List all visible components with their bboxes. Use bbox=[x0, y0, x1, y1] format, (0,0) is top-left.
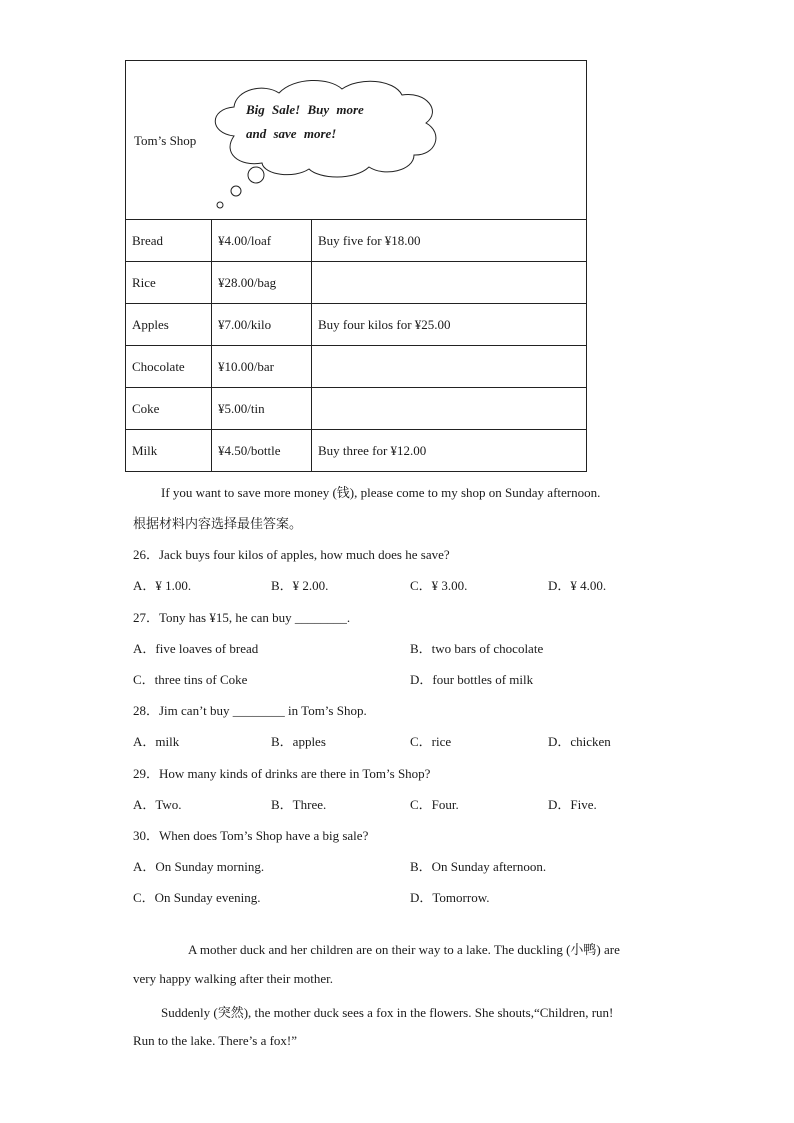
table-row bbox=[126, 220, 587, 262]
passage-line: Run to the lake. There’s a fox!” bbox=[133, 1033, 298, 1048]
passage-line: A mother duck and her children are on their way to a lake. The duckling (小鸭) are bbox=[188, 942, 620, 957]
cloud-line-1: Big Sale! Buy more bbox=[246, 102, 364, 117]
item-price: ¥10.00/bar bbox=[212, 346, 312, 388]
passage-line: Suddenly (突然), the mother duck sees a fox in the flowers. She shouts,“Children, run! bbox=[161, 1005, 614, 1020]
item-name: Bread bbox=[126, 220, 212, 262]
shop-name: Tom’s Shop bbox=[134, 133, 197, 148]
item-price: ¥5.00/tin bbox=[212, 388, 312, 430]
option-d[interactable]: D．Tomorrow. bbox=[410, 890, 490, 905]
option-a[interactable]: A．five loaves of bread bbox=[133, 641, 259, 656]
item-offer bbox=[312, 388, 587, 430]
item-name: Chocolate bbox=[126, 346, 212, 388]
item-offer: Buy five for ¥18.00 bbox=[312, 220, 587, 262]
option-c[interactable]: C．On Sunday evening. bbox=[133, 890, 261, 905]
item-name: Apples bbox=[126, 304, 212, 346]
item-price: ¥7.00/kilo bbox=[212, 304, 312, 346]
option-c[interactable]: C．Four. bbox=[410, 797, 459, 812]
item-price: ¥4.00/loaf bbox=[212, 220, 312, 262]
option-a[interactable]: A．¥ 1.00. bbox=[133, 578, 192, 593]
option-a[interactable]: A．Two. bbox=[133, 797, 182, 812]
question-29: 29．How many kinds of drinks are there in Tom’s Shop? bbox=[133, 766, 431, 781]
shop-note: If you want to save more money (钱), please come to my shop on Sunday afternoon. bbox=[161, 485, 601, 500]
option-d[interactable]: D．four bottles of milk bbox=[410, 672, 534, 687]
item-name: Milk bbox=[126, 430, 212, 472]
shop-header-row bbox=[126, 61, 587, 220]
option-a[interactable]: A．milk bbox=[133, 734, 180, 749]
table-row bbox=[126, 430, 587, 472]
option-b[interactable]: B．¥ 2.00. bbox=[271, 578, 329, 593]
table-row bbox=[126, 262, 587, 304]
table-row bbox=[126, 388, 587, 430]
item-price: ¥28.00/bag bbox=[212, 262, 312, 304]
cloud-text bbox=[246, 98, 396, 146]
question-28: 28．Jim can’t buy ________ in Tom’s Shop. bbox=[133, 703, 367, 718]
option-d[interactable]: D．¥ 4.00. bbox=[548, 578, 607, 593]
option-d[interactable]: D．Five. bbox=[548, 797, 597, 812]
option-c[interactable]: C．rice bbox=[410, 734, 452, 749]
option-b[interactable]: B．apples bbox=[271, 734, 326, 749]
option-b[interactable]: B．two bars of chocolate bbox=[410, 641, 544, 656]
passage-line: very happy walking after their mother. bbox=[133, 971, 333, 986]
item-offer: Buy four kilos for ¥25.00 bbox=[312, 304, 587, 346]
table-row bbox=[126, 304, 587, 346]
option-c[interactable]: C．three tins of Coke bbox=[133, 672, 248, 687]
item-name: Coke bbox=[126, 388, 212, 430]
item-offer bbox=[312, 262, 587, 304]
question-26: 26．Jack buys four kilos of apples, how much does he save? bbox=[133, 547, 450, 562]
option-d[interactable]: D．chicken bbox=[548, 734, 611, 749]
item-name: Rice bbox=[126, 262, 212, 304]
item-offer bbox=[312, 346, 587, 388]
shop-header-cell bbox=[126, 61, 587, 220]
cloud-line-2: and save more! bbox=[246, 126, 337, 141]
question-30: 30．When does Tom’s Shop have a big sale? bbox=[133, 828, 369, 843]
item-offer: Buy three for ¥12.00 bbox=[312, 430, 587, 472]
shop-table bbox=[125, 60, 587, 472]
option-b[interactable]: B．On Sunday afternoon. bbox=[410, 859, 547, 874]
option-a[interactable]: A．On Sunday morning. bbox=[133, 859, 265, 874]
table-row bbox=[126, 346, 587, 388]
instruction: 根据材料内容选择最佳答案。 bbox=[133, 516, 303, 531]
item-price: ¥4.50/bottle bbox=[212, 430, 312, 472]
option-b[interactable]: B．Three. bbox=[271, 797, 327, 812]
question-27: 27．Tony has ¥15, he can buy ________. bbox=[133, 610, 351, 625]
option-c[interactable]: C．¥ 3.00. bbox=[410, 578, 468, 593]
